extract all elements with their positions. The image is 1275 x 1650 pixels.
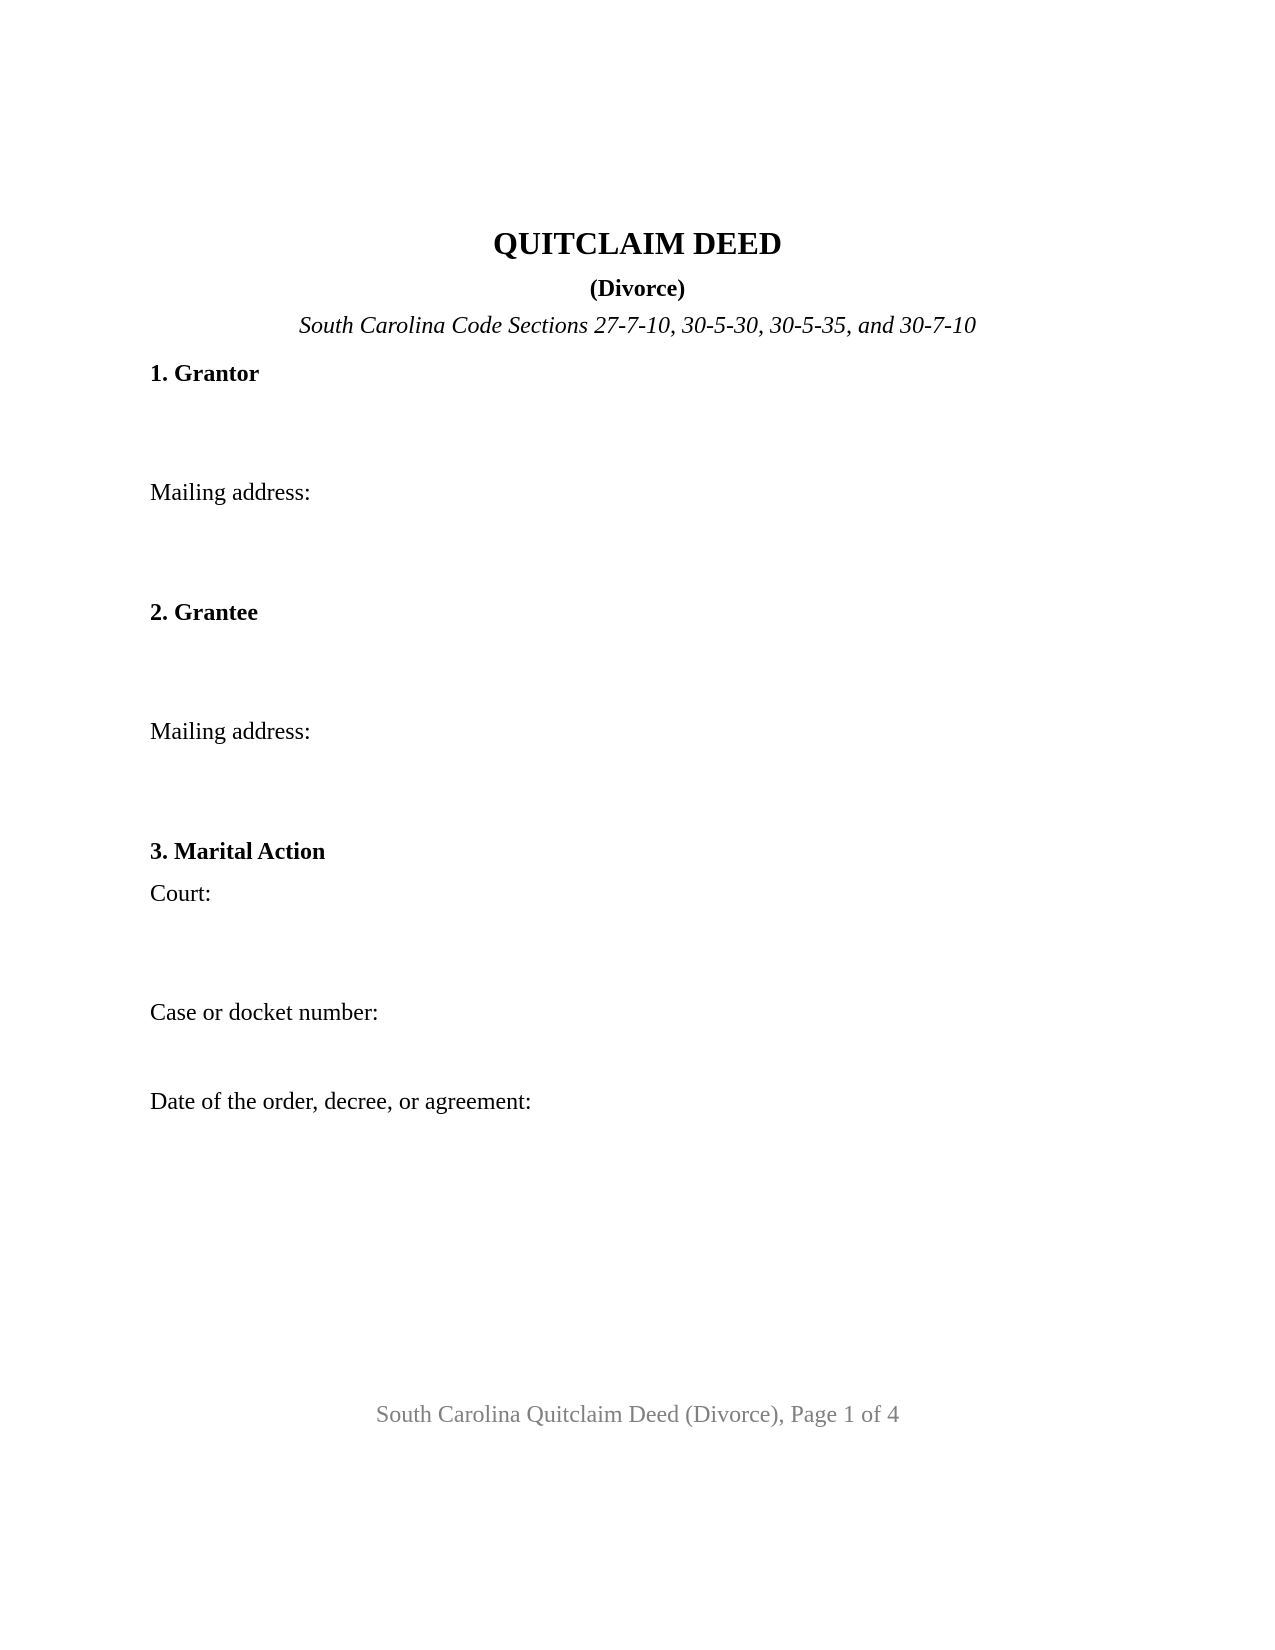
document-title: QUITCLAIM DEED <box>493 225 782 261</box>
section-heading-grantee: 2. Grantee <box>150 600 258 626</box>
statute-reference: South Carolina Code Sections 27-7-10, 30-5-30, 30-5-35, and 30-7-10 <box>298 313 977 339</box>
grantee-mailing-address-label: Mailing address: <box>150 719 311 745</box>
court-label: Court: <box>150 881 212 907</box>
grantor-mailing-address-label: Mailing address: <box>150 480 311 506</box>
case-number-label: Case or docket number: <box>150 1000 379 1026</box>
section-heading-marital-action: 3. Marital Action <box>150 839 326 865</box>
order-date-label: Date of the order, decree, or agreement: <box>150 1089 532 1115</box>
page-footer: South Carolina Quitclaim Deed (Divorce), Page 1 of 4 <box>375 1402 900 1428</box>
document-subtitle: (Divorce) <box>589 276 686 302</box>
section-heading-grantor: 1. Grantor <box>150 361 260 387</box>
